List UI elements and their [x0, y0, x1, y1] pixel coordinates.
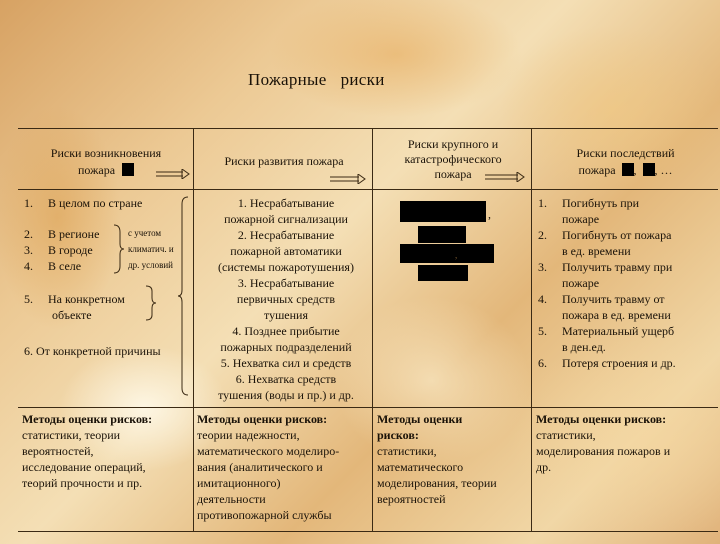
header-col1-line2: пожара [77, 163, 116, 177]
methods-col1 [22, 411, 152, 491]
brace-icon [112, 224, 126, 274]
list-item: тушения [263, 308, 308, 322]
methods-line: вероятностей [377, 492, 446, 506]
header-col4-sep: , [633, 163, 637, 177]
list-item: 4. Позднее прибытие [232, 324, 340, 338]
title-word-1: Пожарные [248, 70, 327, 89]
methods-line: исследование операций, [22, 460, 146, 474]
methods-title: Методы оценки рисков: [197, 412, 328, 426]
list-item: 1. Несрабатывание [237, 196, 335, 210]
list-item: Погибнуть от пожара [562, 228, 672, 242]
list-num: 2. [538, 228, 547, 242]
arrow-right-icon [156, 169, 190, 179]
list-item: 2. [24, 227, 33, 241]
arrow-right-icon [485, 172, 525, 182]
list-item: 2. Несрабатывание [237, 228, 335, 242]
list-item: 5. Нехватка сил и средств [220, 356, 352, 370]
arrow-right-icon [330, 174, 366, 184]
methods-title: Методы оценки [377, 412, 463, 426]
methods-col4 [536, 411, 670, 475]
redacted-block [400, 244, 494, 263]
methods-line: статистики, [536, 428, 596, 442]
list-item: 4. [24, 259, 33, 273]
conditions-note-line1: с учетом [128, 228, 162, 238]
list-item-text: В городе [48, 243, 93, 257]
separator-comma: , [488, 207, 491, 221]
methods-line: статистики, теории [22, 428, 121, 442]
brace-icon [144, 285, 158, 321]
list-item: пожарной автоматики [230, 244, 342, 258]
list-item: 5. [24, 292, 33, 306]
list-item: Погибнуть при [562, 196, 640, 210]
list-item: 6. Нехватка средств [235, 372, 337, 386]
redacted-block [418, 265, 468, 281]
header-col3-line1: Риски крупного и [407, 137, 499, 151]
list-num: 1. [538, 196, 547, 210]
header-col4-tail: , … [654, 163, 673, 177]
list-num: 5. [538, 324, 547, 338]
column-divider-2 [372, 128, 373, 532]
list-num: 6. [538, 356, 547, 370]
header-divider [18, 189, 718, 190]
list-item: Материальный ущерб [562, 324, 675, 338]
header-col4-line2: пожара [578, 163, 616, 177]
list-item: Потеря строения и др. [562, 356, 676, 370]
conditions-note-line3: др. условий [128, 260, 173, 270]
methods-col2 [197, 411, 339, 523]
list-item: 6. От конкретной причины [24, 344, 161, 358]
list-item: в ед. времени [562, 244, 631, 258]
title-word-2: риски [340, 70, 385, 89]
column-divider-1 [193, 128, 194, 532]
list-num: 4. [538, 292, 547, 306]
methods-title: Методы оценки рисков: [536, 412, 667, 426]
conditions-note [128, 225, 174, 273]
methods-divider [18, 407, 718, 408]
methods-line: др. [536, 460, 552, 474]
list-item: пожарной сигнализации [224, 212, 348, 226]
methods-line: деятельности [197, 492, 266, 506]
list-item: пожара в ед. времени [562, 308, 671, 322]
methods-line: вания (аналитического и [197, 460, 323, 474]
header-col4 [533, 146, 718, 178]
methods-col3 [377, 411, 497, 507]
table-top-border [18, 128, 718, 129]
col4-list [562, 195, 676, 371]
list-item: в ден.ед. [562, 340, 606, 354]
list-num: 3. [538, 260, 547, 274]
list-item: первичных средств [236, 292, 336, 306]
methods-line: моделирования пожаров и [536, 444, 671, 458]
brace-icon [176, 196, 190, 396]
separator-comma: , [455, 250, 458, 260]
header-col1-line1: Риски возникновения [50, 146, 162, 160]
methods-line: вероятностей, [22, 444, 94, 458]
methods-line: математического моделиро- [197, 444, 340, 458]
list-item: пожарных подразделений [220, 340, 352, 354]
redacted-block [418, 226, 466, 243]
redacted-block [643, 163, 655, 176]
methods-title: рисков: [377, 428, 419, 442]
list-item: 3. [24, 243, 33, 257]
page-title [248, 70, 385, 90]
list-item-text: На конкретном [48, 292, 125, 306]
methods-line: теорий прочности и пр. [22, 476, 143, 490]
header-col4-line1: Риски последствий [576, 146, 675, 160]
methods-line: статистики, [377, 444, 437, 458]
methods-line: моделирования, теории [377, 476, 497, 490]
list-item: 3. Несрабатывание [237, 276, 335, 290]
header-col3-line3: пожара [434, 167, 472, 181]
list-item: (системы пожаротушения) [218, 260, 354, 274]
header-col2: Риски развития пожара [224, 154, 344, 168]
table-bottom-border [18, 531, 718, 532]
header-col3-line2: катастрофического [404, 152, 502, 166]
redacted-block [122, 163, 134, 176]
conditions-note-line2: климатич. и [128, 244, 174, 254]
list-item: тушения (воды и пр.) и др. [218, 388, 354, 402]
methods-line: математического [377, 460, 464, 474]
list-item: пожаре [562, 212, 600, 226]
methods-line: теории надежности, [197, 428, 300, 442]
list-item-text: В целом по стране [48, 196, 143, 210]
list-item-text: В селе [48, 259, 82, 273]
redacted-block [622, 163, 634, 176]
methods-title: Методы оценки рисков: [22, 412, 153, 426]
methods-line: имитационного) [197, 476, 281, 490]
list-item: 1. [24, 196, 33, 210]
list-item: пожаре [562, 276, 600, 290]
column-divider-3 [531, 128, 532, 532]
redacted-block [400, 201, 486, 222]
list-item: Получить травму при [562, 260, 673, 274]
col2-list [200, 195, 372, 403]
list-item-text-cont: объекте [52, 308, 92, 322]
list-item: Получить травму от [562, 292, 665, 306]
list-item-text: В регионе [48, 227, 100, 241]
methods-line: противопожарной службы [197, 508, 332, 522]
